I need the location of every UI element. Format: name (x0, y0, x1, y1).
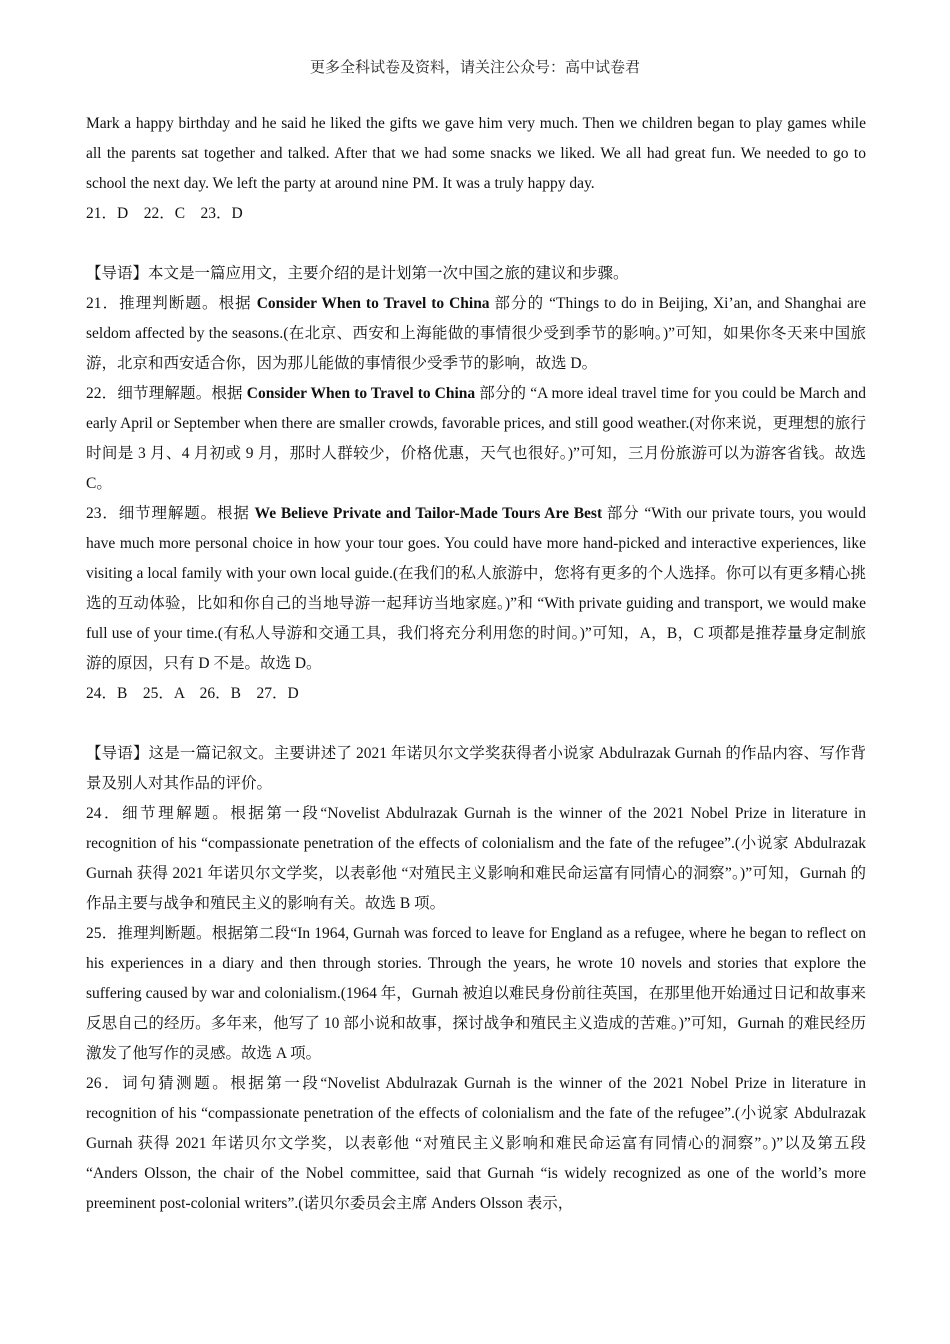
answer-key-21-23: 21．D 22．C 23．D (86, 205, 243, 222)
explanation-25: 25．推理判断题。根据第二段“In 1964, Gurnah was forced to leave for England as a refugee, where he began to reflect on his experiences in a diary and then through stories. Through the years, he wrote 10 novels and stories that explore the suffering caused by war and colonialism.(1964 年，Gurnah 被迫以难民身份前往英国，在那里他开始通过日记和故事来反思自己的经历。多年来，他写了 10 部小说和故事，探讨战争和殖民主义造成的苦难。)”可知，Gurnah 的难民经历激发了他写作的灵感。故选 A 项。 (86, 925, 866, 1062)
section-2-intro: 【导语】这是一篇记叙文。主要讲述了 2021 年诺贝尔文学奖获得者小说家 Abdulrazak Gurnah 的作品内容、写作背景及别人对其作品的评价。 (86, 745, 866, 792)
explanation-23 (86, 499, 866, 679)
document-body (86, 109, 866, 1219)
passage-end-paragraph: Mark a happy birthday and he said he liked the gifts we gave him very much. Then we children began to play games while all the parents sat together and talked. After that we had some snacks we liked. We all had great fun. We needed to go to school the next day. We left the party at around nine PM. It was a truly happy day. (86, 115, 866, 192)
answer-key-24-27: 24．B 25．A 26．B 27．D (86, 685, 299, 702)
spacer (86, 229, 866, 259)
explanation-22-text: 部分的 “A more ideal travel time for you could be March and early April or September when there are smaller crowds, favorable prices, and still good weather.(对你来说，更理想的旅行时间是 3 月、4 月初或 9 月，那时人群较少，价格优惠，天气也很好。)”可知，三月份旅游可以为游客省钱。故选 C。 (86, 385, 866, 492)
explanation-21-text: 部分的 “Things to do in Beijing, Xi’an, and Shanghai are seldom affected by the seasons.(在北京、西安和上海能做的事情很少受到季节的影响。)”可知，如果你冬天来中国旅游，北京和西安适合你，因为那儿能做的事情很少受季节的影响，故选 D。 (86, 295, 866, 372)
explanation-23-prefix: 23．细节理解题。根据 (86, 505, 255, 522)
explanation-23-text: 部分 “With our private tours, you would have much more personal choice in how your tour goes. You could have more hand-picked and interactive experiences, like visiting a local family with your own local guide.(在我们的私人旅游中，您将有更多的个人选择。你可以有更多精心挑选的互动体验，比如和你自己的当地导游一起拜访当地家庭。)”和 “With private guiding and transport, we would make full use of your time.(有私人导游和交通工具，我们将充分利用您的时间。)”可知，A，B，C 项都是推荐量身定制旅游的原因，只有 D 不是。故选 D。 (86, 505, 866, 672)
explanation-23-section-title: We Believe Private and Tailor-Made Tours Are Best (254, 505, 603, 522)
explanation-24: 24．细节理解题。根据第一段“Novelist Abdulrazak Gurnah is the winner of the 2021 Nobel Prize in literature in recognition of his “compassionate penetration of the effects of colonialism and the fate of the refugee”.(小说家 Abdulrazak Gurnah 获得 2021 年诺贝尔文学奖，以表彰他 “对殖民主义影响和难民命运富有同情心的洞察”。)”可知，Gurnah 的作品主要与战争和殖民主义的影响有关。故选 B 项。 (86, 805, 866, 912)
explanation-21-prefix: 21．推理判断题。根据 (86, 295, 257, 312)
explanation-21-section-title: Consider When to Travel to China (256, 295, 490, 312)
explanation-22-section-title: Consider When to Travel to China (246, 385, 476, 402)
explanation-22 (86, 379, 866, 499)
spacer (86, 709, 866, 739)
explanation-22-prefix: 22．细节理解题。根据 (86, 385, 247, 402)
page-header: 更多全科试卷及资料，请关注公众号：高中试卷君 (309, 60, 640, 76)
section-1-intro: 【导语】本文是一篇应用文，主要介绍的是计划第一次中国之旅的建议和步骤。 (86, 265, 629, 282)
explanation-26: 26．词句猜测题。根据第一段“Novelist Abdulrazak Gurnah is the winner of the 2021 Nobel Prize in literature in recognition of his “compassionate penetration of the effects of colonialism and the fate of the refugee”.(小说家 Abdulrazak Gurnah 获得 2021 年诺贝尔文学奖，以表彰他 “对殖民主义影响和难民命运富有同情心的洞察”。)”以及第五段 “Anders Olsson, the chair of the Nobel committee, said that Gurnah “is widely recognized as one of the world’s more preeminent post-colonial writers”.(诺贝尔委员会主席 Anders Olsson 表示， (86, 1075, 866, 1212)
explanation-21 (86, 289, 866, 379)
